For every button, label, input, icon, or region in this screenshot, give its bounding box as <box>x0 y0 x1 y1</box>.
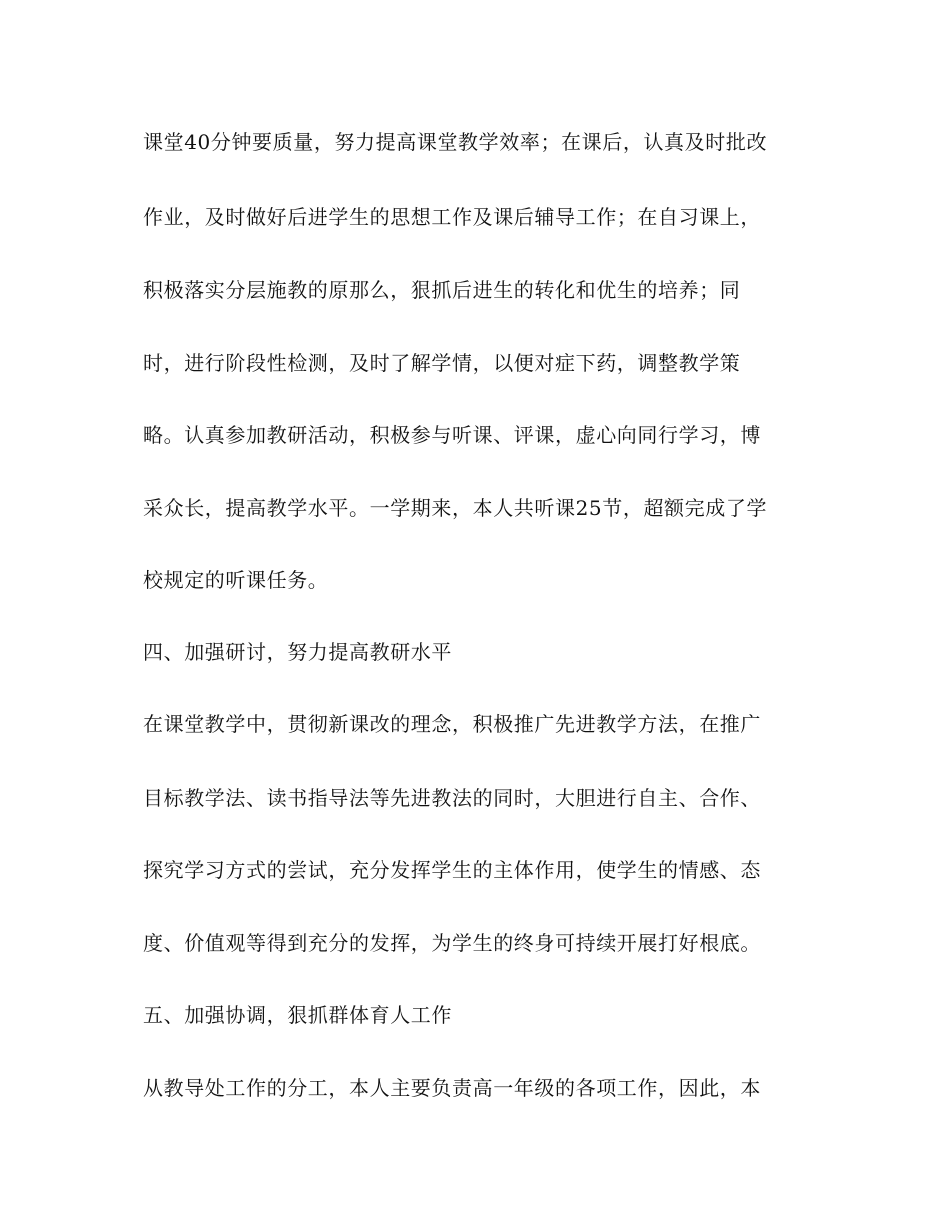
paragraph-line: 目标教学法、读书指导法等先进教法的同时，大胆进行自主、合作、 <box>143 786 761 810</box>
paragraph-line: 探究学习方式的尝试，充分发挥学生的主体作用，使学生的情感、态 <box>143 858 761 882</box>
paragraph-line: 在课堂教学中，贯彻新课改的理念，积极推广先进教学方法，在推广 <box>143 712 761 736</box>
paragraph-line: 时，进行阶段性检测，及时了解学情，以便对症下药，调整教学策 <box>143 351 741 375</box>
paragraph-line: 度、价值观等得到充分的发挥，为学生的终身可持续开展打好根底。 <box>143 931 761 955</box>
paragraph-line: 从教导处工作的分工，本人主要负责高一年级的各项工作，因此，本 <box>143 1076 761 1100</box>
section-heading: 五、加强协调，狠抓群体育人工作 <box>143 1003 452 1027</box>
paragraph-line: 课堂40分钟要质量，努力提高课堂教学效率；在课后，认真及时批改 <box>143 130 768 154</box>
paragraph-line: 校规定的听课任务。 <box>143 568 329 592</box>
paragraph-line: 略。认真参加教研活动，积极参与听课、评课，虚心向同行学习，博 <box>143 423 761 447</box>
paragraph-line: 积极落实分层施教的原那么，狠抓后进生的转化和优生的培养；同 <box>143 278 741 302</box>
section-heading: 四、加强研讨，努力提高教研水平 <box>143 640 452 664</box>
paragraph-line: 作业，及时做好后进学生的思想工作及课后辅导工作；在自习课上， <box>143 205 761 229</box>
paragraph-line: 采众长，提高教学水平。一学期来，本人共听课25节，超额完成了学 <box>143 496 768 520</box>
